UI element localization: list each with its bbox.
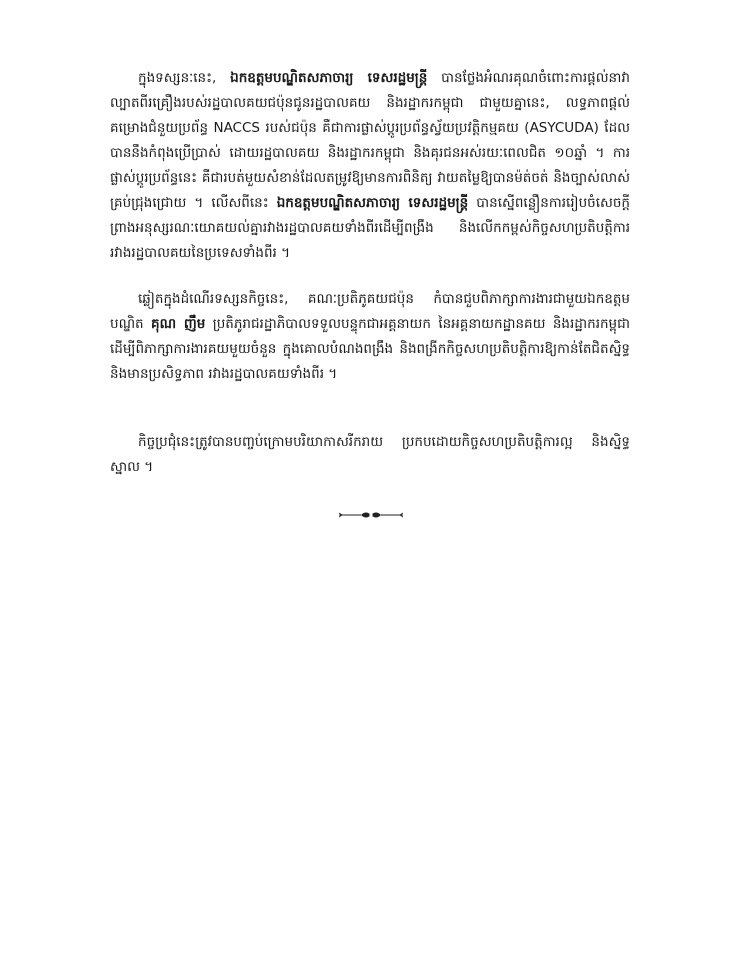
paragraph-2 [110,287,630,387]
minister-name-repeat: ឯកឧត្តមបណ្ឌិតសភាចារ្យ ទេសរដ្ឋមន្ត្រី [276,195,469,211]
paragraph-1-text-b: បានថ្លែងអំណរគុណចំពោះការផ្តល់នាវាល្បាតពីរគ្រឿងរបស់រដ្ឋបាលគយជប៉ុនជូនរដ្ឋបាលគយ និងរដ្ឋាករកម្ពុជា ជាមួយគ្នានេះ, លទ្ធភាពផ្តល់គម្រោងជំនួយប្រព័ន្ធ NACCS របស់ជប៉ុន គឺជាការផ្លាស់ប្តូរប្រព័ន្ធស្វ័យប្រវត្តិកម្មគយ (ASYCUDA) ដែលបាននឹងកំពុងប្រើប្រាស់ ដោយរដ្ឋបាលគយ និងរដ្ឋាករកម្ពុជា និងគុរជនអស់រយៈពេលជិត ១០ឆ្នាំ ។ ការផ្លាស់ប្តូរប្រព័ន្ធនេះ គឺជារបត់មួយសំខាន់ដែលតម្រូវឱ្យមានការពិនិត្យ វាយតម្លៃឱ្យបានម៉ត់ចត់ និងច្បាស់លាស់ គ្រប់ជ្រុងជ្រោយ ។ លើសពីនេះ [110,70,630,211]
paragraph-3 [110,430,630,480]
paragraph-3-text: កិច្ចប្រជុំនេះត្រូវបានបញ្ចប់ក្រោមបរិយាកាសរីករាយ ប្រកបដោយកិច្ចសហប្រតិបត្តិការល្អ និងស្និទ្ធស្នាល ។ [110,434,630,475]
paragraph-2-text-a: ឆ្លៀតក្នុងដំណើរទស្សនកិច្ចនេះ, គណៈប្រតិភូគយជប៉ុន កំបានជួបពិភាក្សាការងារជាមួយឯកឧត្តមបណ្ឌិត [110,291,630,332]
paragraph-1 [110,66,630,266]
director-general-name: គុណ ញឹម [151,316,206,332]
paragraph-1-text-a: ក្នុងទស្សនៈនេះ, [138,70,231,86]
paragraph-2-text-b: ប្រតិភូរាជរដ្ឋាភិបាលទទួលបន្ទុកជាអគ្គនាយក នៃអគ្គនាយកដ្ឋានគយ និងរដ្ឋាករកម្ពុជា ដើម្បីពិភាក្សាការងារគយមួយចំនួន ក្នុងគោលបំណងពង្រឹង និងពង្រីកកិច្ចសហប្រតិបត្តិការឱ្យកាន់តែជិតស្និទ្ធ និងមានប្រសិទ្ធភាព រវាងរដ្ឋបាលគយទាំងពីរ ។ [110,316,630,382]
divider-ornament-icon [339,507,403,523]
minister-name: ឯកឧត្តមបណ្ឌិតសភាចារ្យ ទេសរដ្ឋមន្ត្រី [230,70,428,86]
paragraph-1-text-c: បានស្នើពន្លឿនការរៀបចំសេចក្តីព្រាងអនុស្សរណៈយោគយល់គ្នារវាងរដ្ឋបាលគយទាំងពីរដើម្បីពង្រឹង និងលើកកម្ពស់កិច្ចសហប្រតិបត្តិការរវាងរដ្ឋបាលគយនៃប្រទេសទាំងពីរ ។ [110,195,630,261]
